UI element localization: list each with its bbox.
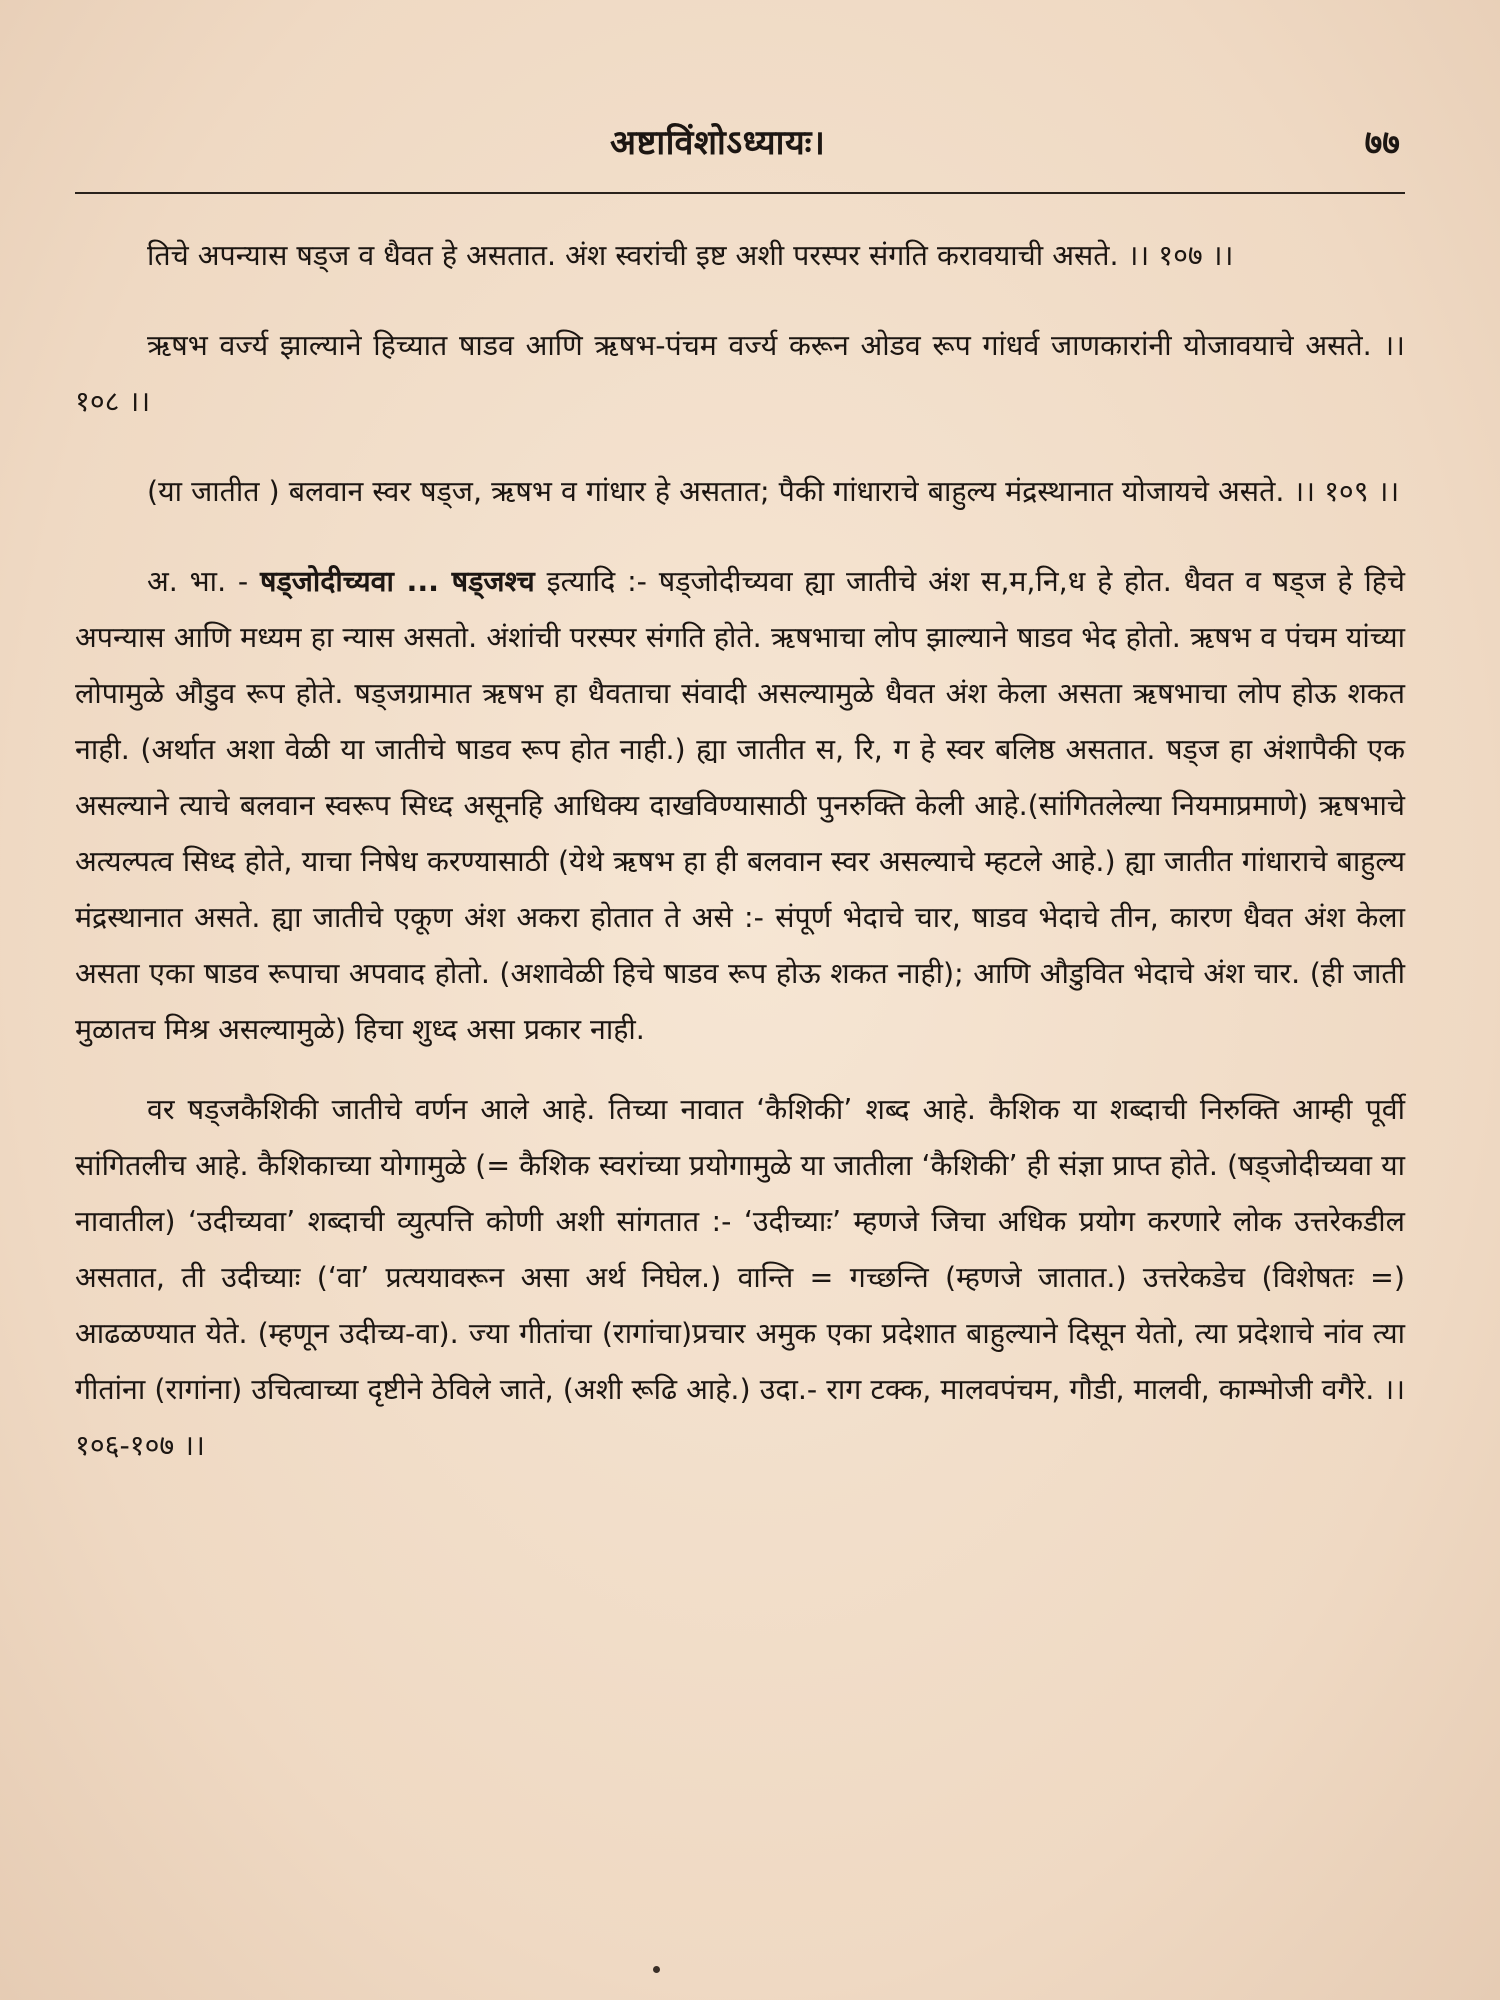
verse-paragraph-108: ऋषभ वर्ज्य झाल्याने हिच्यात षाडव आणि ऋषभ-पंचम वर्ज्य करून ओडव रूप गांधर्व जाणकारांनी योजावयाचे असते. ।। १०८ ।।	[75, 329, 1405, 418]
verse-paragraph-109: (या जातीत ) बलवान स्वर षड्ज, ऋषभ व गांधार हे असतात; पैकी गांधाराचे बाहुल्य मंद्रस्थानात योजायचे असते. ।। १०९ ।।	[147, 475, 1400, 508]
etymology-paragraph: वर षड्जकैशिकी जातीचे वर्णन आले आहे. तिच्या नावात ‘कैशिकी’ शब्द आहे. कैशिक या शब्दाची निरुक्ति आम्ही पूर्वी सांगितलीच आहे. कैशिकाच्या योगामुळे (= कैशिक स्वरांच्या प्रयोगामुळे या जातीला ‘कैशिकी’ ही संज्ञा प्राप्त होते. (षड्जोदीच्यवा या नावातील) ‘उदीच्यवा’ शब्दाची व्युत्पत्ति कोणी अशी सांगतात :- ‘उदीच्याः’ म्हणजे जिचा अधिक प्रयोग करणारे लोक उत्तरेकडील असतात, ती उदीच्याः (‘वा’ प्रत्ययावरून असा अर्थ निघेल.) वान्ति = गच्छन्ति (म्हणजे जातात.) उत्तरेकडेच (विशेषतः =) आढळण्यात येते. (म्हणून उदीच्य-वा). ज्या गीतांचा (रागांचा)प्रचार अमुक एका प्रदेशात बाहुल्याने दिसून येतो, त्या प्रदेशाचे नांव त्या गीतांना (रागांना) उचित्वाच्या दृष्टीने ठेविले जाते, (अशी रूढि आहे.) उदा.- राग टक्क, मालवपंचम, गौडी, मालवी, काम्भोजी वगैरे. ।। १०६-१०७ ।।	[75, 1093, 1405, 1462]
page-dot	[653, 1966, 660, 1973]
header-rule	[75, 192, 1405, 194]
running-header	[0, 118, 1500, 168]
commentary-body: इत्यादि :- षड्जोदीच्यवा ह्या जातीचे अंश स,म,नि,ध हे होत. धैवत व षड्ज हे हिचे अपन्यास आणि मध्यम हा न्यास असतो. अंशांची परस्पर संगति होते. ऋषभाचा लोप झाल्याने षाडव भेद होतो. ऋषभ व पंचम यांच्या लोपामुळे औडुव रूप होते. षड्जग्रामात ऋषभ हा धैवताचा संवादी असल्यामुळे धैवत अंश केला असता ऋषभाचा लोप होऊ शकत नाही. (अर्थात अशा वेळी या जातीचे षाडव रूप होत नाही.) ह्या जातीत स, रि, ग हे स्वर बलिष्ठ असतात. षड्ज हा अंशापैकी एक असल्याने त्याचे बलवान स्वरूप सिध्द असूनहि आधिक्य दाखविण्यासाठी पुनरुक्ति केली आहे.(सांगितलेल्या नियमाप्रमाणे) ऋषभाचे अत्यल्पत्व सिध्द होते, याचा निषेध करण्यासाठी (येथे ऋषभ हा ही बलवान स्वर असल्याचे म्हटले आहे.) ह्या जातीत गांधाराचे बाहुल्य मंद्रस्थानात असते. ह्या जातीचे एकूण अंश अकरा होतात ते असे :- संपूर्ण भेदाचे चार, षाडव भेदाचे तीन, कारण धैवत अंश केला असता एका षाडव रूपाचा अपवाद होतो. (अशावेळी हिचे षाडव रूप होऊ शकत नाही); आणि औडुवित भेदाचे अंश चार. (ही जाती मुळातच मिश्र असल्यामुळे) हिचा शुध्द असा प्रकार नाही.	[75, 565, 1405, 1046]
commentary-lead: अ. भा. -	[147, 565, 261, 598]
commentary-keyword: षड्जोदीच्यवा ... षड्जश्च	[260, 565, 535, 598]
page-number: ७७	[1364, 123, 1400, 163]
verse-paragraph-107: तिचे अपन्यास षड्ज व धैवत हे असतात. अंश स्वरांची इष्ट अशी परस्पर संगति करावयाची असते. ।। १०७ ।।	[147, 239, 1234, 272]
commentary-paragraph	[75, 554, 1405, 1058]
chapter-title: अष्टाविंशोऽध्यायः।	[610, 123, 826, 163]
body-text	[75, 228, 1405, 1474]
